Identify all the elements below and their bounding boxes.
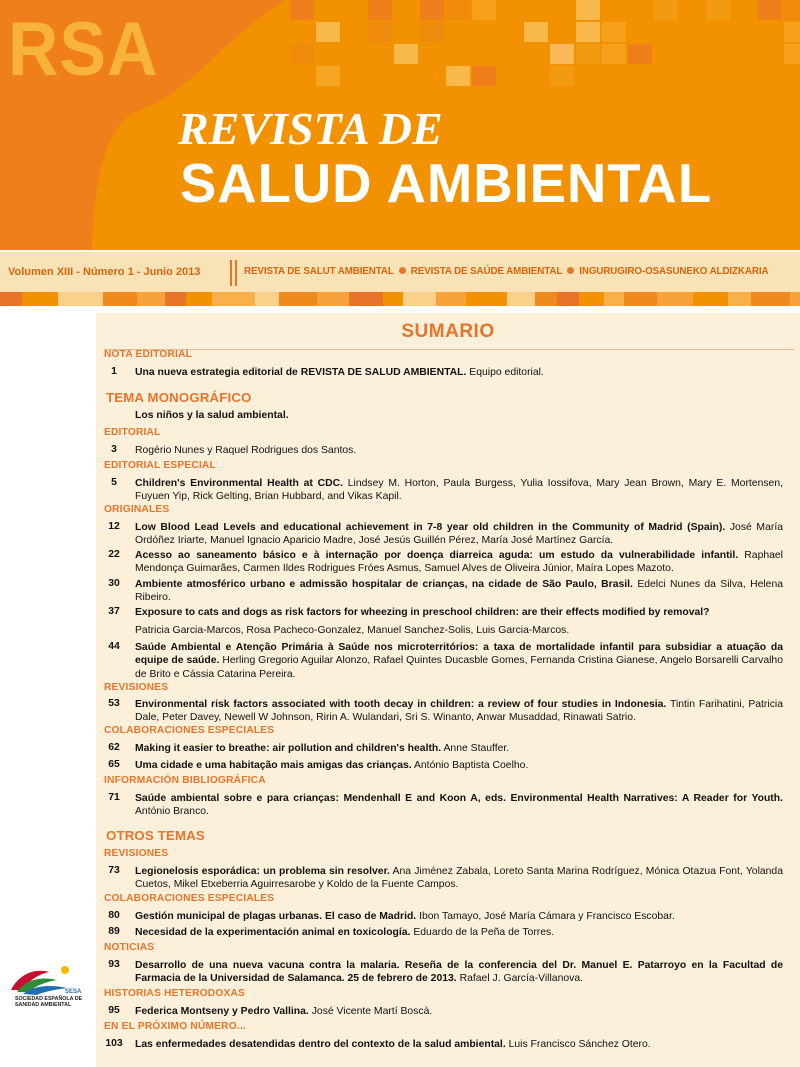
sesa-logo [5,960,85,1020]
entry-title: Federica Montseny y Pedro Vallina. [135,1006,309,1017]
toc-entry[interactable] [135,477,783,504]
section-otros-temas: OTROS TEMAS [106,828,205,843]
entry-authors: Anne Stauffer. [443,743,510,754]
page-number: 62 [108,742,120,753]
separator-bars [230,260,240,286]
decor-stripe-segment [279,292,317,306]
entry-title: Una nueva estrategia editorial de REVISTA DE SALUD AMBIENTAL. [135,367,467,378]
toc-entry[interactable] [135,926,783,939]
divider [104,349,794,350]
page-number: 30 [108,578,120,589]
toc-entry[interactable] [135,641,783,681]
decor-stripe-segment [604,292,624,306]
toc-entry[interactable] [135,1038,783,1051]
section-colaboraciones-especiales: COLABORACIONES ESPECIALES [104,893,275,904]
entry-authors: Patricia Garcia-Marcos, Rosa Pacheco-Gonzalez, Manuel Sanchez-Solis, Luis Garcia-Marcos. [135,625,570,637]
monograph-subtitle: Los niños y la salud ambiental. [135,410,289,421]
decor-stripe-segment [317,292,349,306]
decor-stripe-segment [212,292,255,306]
page-number: 73 [108,865,120,876]
decor-stripe-segment [790,292,800,306]
entry-title: Acesso ao saneamento básico e à internação por doença diarreica aguda: um estudo da vulnerabilidade infantil. [135,550,739,561]
decor-stripe-segment [751,292,790,306]
entry-title: Low Blood Lead Levels and educational achievement in 7-8 year old children in the Community of Madrid (Spain). [135,522,726,533]
page-number: 44 [108,641,120,652]
page-number: 5 [111,477,117,488]
page-number: 3 [111,444,117,455]
decor-stripe-segment [535,292,557,306]
toc-entry[interactable] [135,1005,783,1018]
entry-title: Desarrollo de una nueva vacuna contra la malaria. Reseña de la conferencia del Dr. Manuel E. Patarroyo en la Facultad de Farmacia de la Universidad de Salamanca. 25 de febrero de 2013. [135,960,783,985]
entry-authors: Lindsey M. Horton, Paula Burgess, Yulia Iossifova, Mary Jean Brown, Mary E. Mortensen, Fuyuen Yip, Rick Gelting, Brian Hubbard, and Vikas Kapil. [135,478,783,503]
entry-authors: Ana Jiménez Zabala, Loreto Santa Marina Rodríguez, Mónica Otazua Font, Yolanda Cuetos, Mikel Etxeberria Aguirresarobe y Koldo de la Fuente Campos. [135,866,783,891]
page-number: 12 [108,521,120,532]
entry-title: Uma cidade e uma habitação mais amigas das crianças. [135,760,412,771]
decor-stripe-segment [22,292,58,306]
other-titles [244,266,768,277]
decor-stripe-segment [466,292,507,306]
entry-authors: Raphael Mendonça Guimarães, Carmen Ildes Rodrigues Fróes Asmus, Samuel Alves de Oliveira Júnior, Maíra Lopes Mazoto. [135,550,783,575]
toc-entry[interactable] [135,759,783,772]
page-number: 93 [108,959,120,970]
decor-stripe-segment [579,292,604,306]
entry-title: Exposure to cats and dogs as risk factors for wheezing in preschool children: are their effects modified by removal? [135,607,710,618]
section-revisiones: REVISIONES [104,848,169,859]
decor-stripe-segment [0,292,22,306]
issue-info-bar [0,250,800,292]
sumario-heading: SUMARIO [401,321,495,342]
journal-title-line2: SALUD AMBIENTAL [180,152,713,214]
section-en-el-proximo-numero: EN EL PRÓXIMO NÚMERO... [104,1021,246,1032]
entry-title: Necesidad de la experimentación animal en toxicología. [135,927,411,938]
toc-entry[interactable] [135,444,783,457]
decor-stripe-segment [403,292,436,306]
entry-title: Environmental risk factors associated with tooth decay in children: a review of four studies in Indonesia. [135,699,667,710]
entry-title: Legionelosis esporádica: un problema sin resolver. [135,866,390,877]
decor-stripe-segment [165,292,186,306]
entry-authors: Herling Gregorio Aguilar Alonzo, Rafael Quintes Ducasble Gomes, Fernanda Cristina Gianese, Angelo Borsarelli Carvalho de Brito e Cássia Catarina Pereira. [135,655,783,680]
cover-header [0,0,800,250]
journal-title-line1: REVISTA DE [178,103,443,154]
decor-stripe-segment [58,292,103,306]
entry-authors: Rogério Nunes y Raquel Rodrigues dos Santos. [135,445,357,456]
toc-entry[interactable] [135,910,783,923]
other-title-catalan: REVISTA DE SALUT AMBIENTAL [244,266,394,277]
decor-stripe-segment [557,292,579,306]
section-tema-monografico: TEMA MONOGRÁFICO [106,390,252,405]
entry-title: Gestión municipal de plagas urbanas. El caso de Madrid. [135,911,417,922]
toc-entry[interactable] [135,792,783,819]
toc-entry[interactable] [135,549,783,576]
toc-entry[interactable] [135,606,783,638]
toc-entry[interactable] [135,578,783,605]
journal-acronym: RSA [8,7,159,92]
decor-stripe-segment [186,292,212,306]
decor-stripe-segment [624,292,657,306]
decor-stripe-segment [137,292,165,306]
other-title-basque: INGURUGIRO-OSASUNEKO ALDIZKARIA [579,266,769,277]
entry-authors: Tintin Farihatini, Patricia Dale, Peter Davey, Newell W Johnson, Ririn A. Wulandari, Sri S. Winanto, Anwar Musaddad, Rinawati Satrio. [135,699,783,724]
entry-title: Saúde ambiental sobre e para crianças: Mendenhall E and Koon A, eds. Environmental Health Narratives: A Reader for Youth. [135,793,783,804]
section-noticias: NOTICIAS [104,942,155,953]
section-nota-editorial: NOTA EDITORIAL [104,349,193,360]
decor-stripe-segment [436,292,466,306]
page-number: 1 [111,366,117,377]
entry-authors: Ibon Tamayo, José María Cámara y Francisco Escobar. [419,911,675,922]
section-historias-heterodoxas: HISTORIAS HETERODOXAS [104,988,245,999]
toc-entry[interactable] [135,742,783,755]
entry-authors: Edelci Nunes da Silva, Helena Ribeiro. [135,579,784,604]
decorative-stripe [0,292,800,306]
toc-entry[interactable] [135,698,783,725]
decor-stripe-segment [103,292,137,306]
decor-stripe-segment [349,292,383,306]
page-number: 22 [108,549,120,560]
page-number: 37 [108,606,120,617]
entry-title: Children's Environmental Health at CDC. [135,478,343,489]
decor-stripe-segment [507,292,535,306]
page-number: 80 [108,910,120,921]
decor-stripe-segment [657,292,693,306]
entry-authors: José María Ordóñez Iriarte, Manuel Ignacio Aparicio Madre, José Jesús Guillén Pérez, María José Martínez García. [135,522,783,547]
section-revisiones: REVISIONES [104,682,169,693]
page-number: 65 [108,759,120,770]
section-informacion-bibliografica: INFORMACIÓN BIBLIOGRÁFICA [104,775,266,786]
decor-stripe-segment [255,292,279,306]
volume-info: Volumen XIII - Número 1 - Junio 2013 [8,266,201,278]
entry-authors: Rafael J. García-Villanova. [459,973,583,985]
bullet-dot-icon [399,267,406,274]
entry-authors: Equipo editorial. [469,367,544,378]
page-number: 103 [105,1038,123,1049]
entry-title: Making it easier to breathe: air pollution and children's health. [135,743,442,754]
entry-title: Saúde Ambiental e Atenção Primária à Saúde nos microterritórios: a taxa de mortalidade infantil para subsidiar a atuação da equipe de saúde. [135,642,783,667]
other-title-portuguese: REVISTA DE SAÚDE AMBIENTAL [410,266,563,277]
page-number: 95 [108,1005,120,1016]
decor-stripe-segment [693,292,728,306]
section-editorial-especial: EDITORIAL ESPECIAL [104,460,216,471]
entry-authors: Luis Francisco Sánchez Otero. [508,1039,651,1050]
page-number: 53 [108,698,120,709]
section-originales: ORIGINALES [104,504,170,515]
entry-title: Ambiente atmosférico urbano e admissão hospitalar de crianças, na cidade de São Paulo, Brasil. [135,579,633,590]
page-number: 71 [108,792,120,803]
entry-authors: José Vicente Martí Boscà. [311,1006,433,1017]
section-editorial: EDITORIAL [104,427,161,438]
sesa-name: SOCIEDAD ESPAÑOLA DE SANIDAD AMBIENTAL [15,996,83,1009]
bullet-dot-icon [567,267,574,274]
decor-stripe-segment [383,292,403,306]
toc-entry[interactable] [135,865,783,892]
toc-entry[interactable] [135,959,783,986]
entry-authors: António Baptista Coelho. [413,760,529,771]
sesa-acronym: SESA [65,989,82,995]
section-colaboraciones-especiales: COLABORACIONES ESPECIALES [104,725,275,736]
entry-title: Las enfermedades desatendidas dentro del contexto de la salud ambiental. [135,1039,506,1050]
entry-authors: António Branco. [135,806,209,818]
entry-authors: Eduardo de la Peña de Torres. [413,927,555,938]
toc-entry[interactable] [135,366,783,379]
decor-stripe-segment [728,292,751,306]
toc-entry[interactable] [135,521,783,548]
contents-panel [96,313,800,1067]
page-number: 89 [108,926,120,937]
